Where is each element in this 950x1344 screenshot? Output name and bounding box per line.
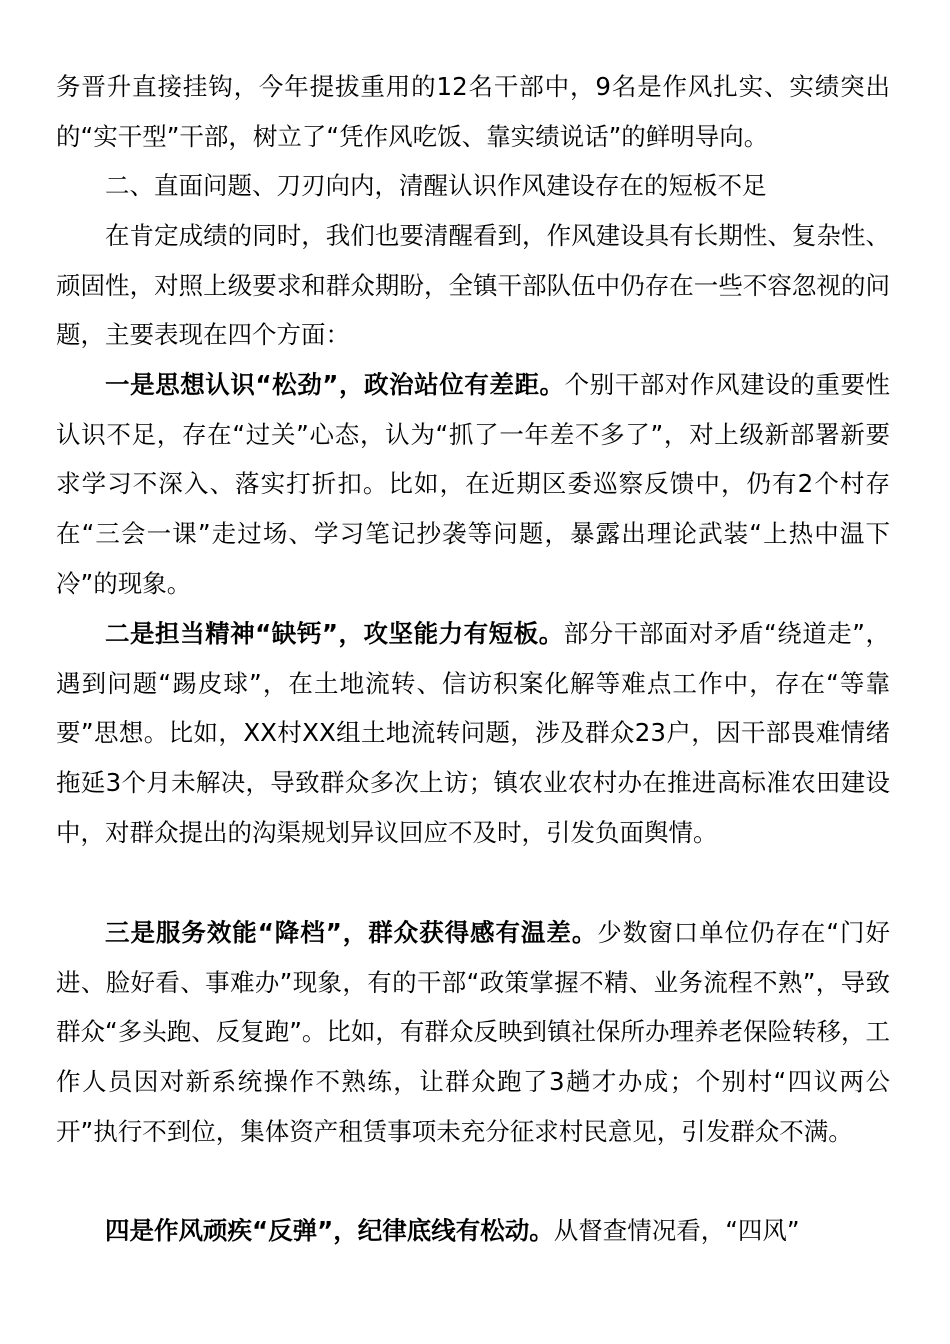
section-heading-two <box>56 161 890 211</box>
paragraph-issue-four <box>56 1206 890 1256</box>
paragraph-intro-text: 在肯定成绩的同时，我们也要清醒看到，作风建设具有长期性、复杂性、顽固性，对照上级要求和群众期盼，全镇干部队伍中仍存在一些不容忽视的问题，主要表现在四个方面： <box>56 221 890 350</box>
issue-three-text: 少数窗口单位仍存在“门好进、脸好看、事难办”现象，有的干部“政策掌握不精、业务流程不熟”，导致群众“多头跑、反复跑”。比如，有群众反映到镇社保所办理养老保险转移，工作人员因对新系统操作不熟练，让群众跑了3趟才办成；个别村“四议两公开”执行不到位，集体资产租赁事项未充分征求村民意见，引发群众不满。 <box>56 918 890 1146</box>
issue-one-text: 个别干部对作风建设的重要性认识不足，存在“过关”心态，认为“抓了一年差不多了”，对上级新部署新要求学习不深入、落实打折扣。比如，在近期区委巡察反馈中，仍有2个村存在“三会一课”走过场、学习笔记抄袭等问题，暴露出理论武装“上热中温下冷”的现象。 <box>56 370 891 598</box>
paragraph-continued-text: 务晋升直接挂钩，今年提拔重用的12名干部中，9名是作风扎实、实绩突出的“实干型”干部，树立了“凭作风吃饭、靠实绩说话”的鲜明导向。 <box>56 72 890 151</box>
issue-three-heading: 三是服务效能“降档”，群众获得感有温差。 <box>105 918 598 947</box>
paragraph-issue-one <box>56 360 890 609</box>
issue-four-text: 从督查情况看，“四风” <box>553 1216 800 1245</box>
paragraph-issue-three <box>56 908 890 1157</box>
paragraph-continued <box>56 62 890 161</box>
issue-two-heading: 二是担当精神“缺钙”，攻坚能力有短板。 <box>105 619 564 648</box>
issue-four-heading: 四是作风顽疾“反弹”，纪律底线有松动。 <box>105 1216 554 1245</box>
paragraph-issue-two <box>56 609 890 858</box>
section-heading-two-text: 二、直面问题、刀刃向内，清醒认识作风建设存在的短板不足 <box>105 171 767 200</box>
issue-two-text: 部分干部面对矛盾“绕道走”，遇到问题“踢皮球”，在土地流转、信访积案化解等难点工作中，存在“等靠要”思想。比如，XX村XX组土地流转问题，涉及群众23户，因干部畏难情绪拖延3个月未解决，导致群众多次上访；镇农业农村办在推进高标准农田建设中，对群众提出的沟渠规划异议回应不及时，引发负面舆情。 <box>56 619 891 847</box>
issue-one-heading: 一是思想认识“松劲”，政治站位有差距。 <box>105 370 565 399</box>
paragraph-intro <box>56 211 890 360</box>
